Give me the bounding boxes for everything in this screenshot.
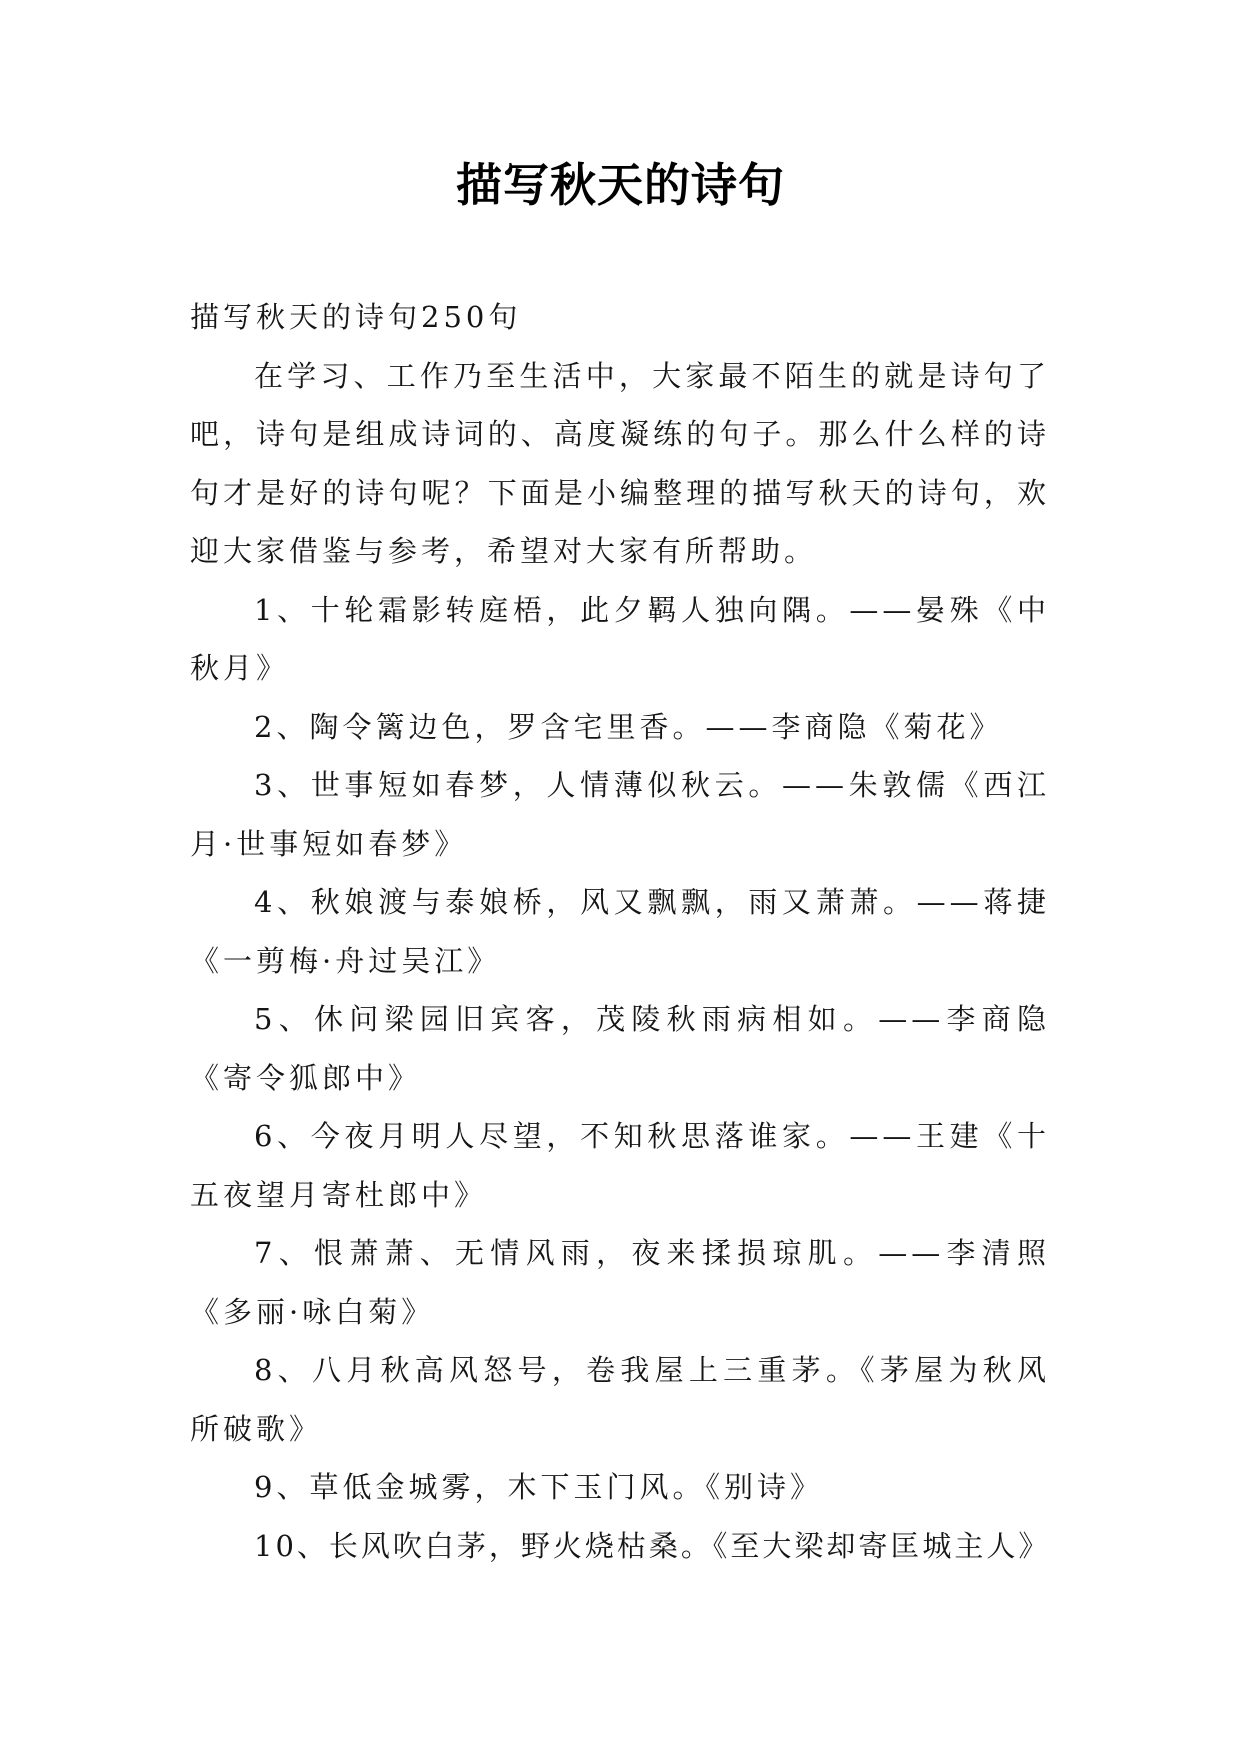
document-subtitle: 描写秋天的诗句250句 — [190, 300, 522, 334]
poem-item: 8、八月秋高风怒号，卷我屋上三重茅。《茅屋为秋风所破歌》 — [190, 1353, 1050, 1446]
poem-item: 9、草低金城雾，木下玉门风。《别诗》 — [254, 1470, 823, 1504]
intro-paragraph: 在学习、工作乃至生活中，大家最不陌生的就是诗句了吧，诗句是组成诗词的、高度凝练的句子。那么什么样的诗句才是好的诗句呢？下面是小编整理的描写秋天的诗句，欢迎大家借鉴与参考，希望对大家有所帮助。 — [190, 358, 1050, 568]
poem-item: 4、秋娘渡与泰娘桥，风又飘飘，雨又萧萧。——蒋捷《一剪梅·舟过吴江》 — [190, 885, 1050, 978]
poem-item: 2、陶令篱边色，罗含宅里香。——李商隐《菊花》 — [254, 709, 1003, 744]
document-title: 描写秋天的诗句 — [456, 158, 785, 212]
document-body — [190, 288, 1050, 1575]
poem-item: 5、休问梁园旧宾客，茂陵秋雨病相如。——李商隐《寄令狐郎中》 — [190, 1002, 1050, 1095]
poem-item: 7、恨萧萧、无情风雨，夜来揉损琼肌。——李清照《多丽·咏白菊》 — [190, 1236, 1050, 1329]
poem-item: 10、长风吹白茅，野火烧枯桑。《至大梁却寄匡城主人》 — [254, 1528, 1051, 1563]
poem-item: 6、今夜月明人尽望，不知秋思落谁家。——王建《十五夜望月寄杜郎中》 — [190, 1119, 1050, 1212]
poem-item: 1、十轮霜影转庭梧，此夕羁人独向隅。——晏殊《中秋月》 — [190, 592, 1050, 685]
poem-item: 3、世事短如春梦，人情薄似秋云。——朱敦儒《西江月·世事短如春梦》 — [190, 768, 1050, 861]
